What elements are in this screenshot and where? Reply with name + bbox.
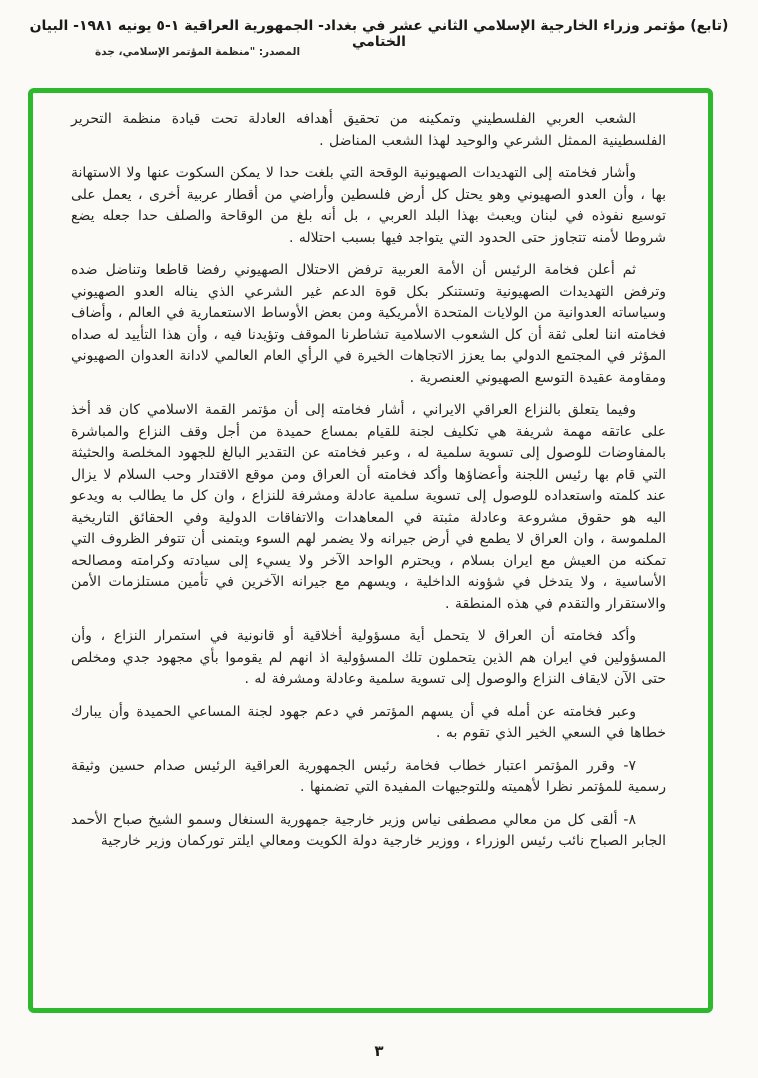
paragraph: وأكد فخامته أن العراق لا يتحمل أية مسؤولية أخلاقية أو قانونية في استمرار النزاع ، وأن المسؤولين في ايران هم الذين يتحملون تلك المسؤولية اذ انهم لم يقوموا بأي مجهود جدي ومخلص حتى الآن لايقاف النزاع والوصول إلى تسوية سلمية وعادلة ومشرفة له .: [71, 628, 666, 687]
paragraph: وفيما يتعلق بالنزاع العراقي الايراني ، أشار فخامته إلى أن مؤتمر القمة الاسلامي كان قد أخذ على عاتقه مهمة شريفة هي تكليف لجنة للقيام بمساع حميدة من أجل وقف النزاع والمباشرة بالمفاوضات للوصول إلى تسوية سلمية له ، وعبر فخامته عن التقدير البالغ للجهود المخلصة والحثيثة التي قام بها رئيس اللجنة وأعضاؤها وأكد فخامته أن العراق ومن موقع الاقتدار وحب السلام لا يزال عند كلمته واستعداده للوصول إلى تسوية سلمية عادلة ومشرفة للنزاع ، وان كل ما يطالب به ويدعو اليه هو حقوق مشروعة وعادلة مثبتة في المعاهدات والاتفاقات الدولية وفي الحقائق التاريخية الملموسة ، وان العراق لا يطمع في أرض جيرانه ولا يضمر لهم السوء ويتمنى أن تتوفر الظروف التي تمكنه من العيش مع ايران بسلام ، ويحترم الواحد الآخر ولا يسيء إلى سيادته وكرامته ومصالحه الأساسية ، ولا يتدخل في شؤونه الداخلية ، ويسهم مع جيرانه الآخرين في تأمين مستلزمات الأمن والاستقرار والتقدم في هذه المنطقة .: [71, 402, 666, 612]
document-header-title: (تابع) مؤتمر وزراء الخارجية الإسلامي الثاني عشر في بغداد- الجمهورية العراقية ١-٥ يونيه ١٩٨١- البيان الختامي: [29, 18, 729, 50]
page-number: ٣: [374, 1042, 384, 1060]
paragraph: ٨- ألقى كل من معالي مصطفى نياس وزير خارجية جمهورية السنغال وسمو الشيخ صباح الأحمد الجابر الصباح نائب رئيس الوزراء ، ووزير خارجية دولة الكويت ومعالي ايلتر توركمان وزير خارجية: [71, 811, 666, 849]
paragraph: وعبر فخامته عن أمله في أن يسهم المؤتمر في دعم جهود لجنة المساعي الحميدة وأن يبارك خطاها في السعي الخير الذي تقوم به .: [71, 703, 666, 741]
content-frame: [28, 88, 713, 1013]
paragraph: الشعب العربي الفلسطيني وتمكينه من تحقيق أهدافه العادلة تحت قيادة منظمة التحرير الفلسطينية الممثل الشرعي والوحيد لهذا الشعب المناضل .: [71, 111, 666, 149]
paragraph: ٧- وقرر المؤتمر اعتبار خطاب فخامة رئيس الجمهورية العراقية الرئيس صدام حسين وثيقة رسمية للمؤتمر نظرا لأهميته وللتوجيهات المفيدة التي تضمنها .: [71, 757, 666, 795]
document-header-source: المصدر: "منظمة المؤتمر الإسلامي، جدة: [95, 46, 301, 58]
paragraph: ثم أعلن فخامة الرئيس أن الأمة العربية ترفض الاحتلال الصهيوني رفضا قاطعا وتناضل ضده وترفض التهديدات الصهيونية وتستنكر بكل قوة الدعم غير الشرعي الذي يناله العدو الصهيوني وسياساته العدوانية من الولايات المتحدة الأمريكية ومن بعض الأوساط الاستعمارية في العالم ، وأضاف فخامته اننا لعلى ثقة أن كل الشعوب الاسلامية تشاطرنا الموقف وتؤيدنا فيه ، وأن هذا التأييد له صداه المؤثر في المجتمع الدولي بما يعزز الاتجاهات الخيرة في الرأي العام العالمي لادانة العدوان الصهيوني ومقاومة عقيدة التوسع الصهيوني العنصرية .: [71, 262, 666, 386]
paragraph: وأشار فخامته إلى التهديدات الصهيونية الوقحة التي بلغت حدا لا يمكن السكوت عنها ولا الاستهانة بها ، وأن العدو الصهيوني وهو يحتل كل أرض فلسطين وأراضي من أقطار عربية أخرى ، يعمل على توسيع نفوذه في لبنان ويعبث بهذا البلد العربي ، بل أنه بلغ من الوقاحة والصلف حدا جعله يضع شروطا لأمنه تتجاوز حتى الحدود التي يتواجد فيها بسبب احتلاله .: [71, 165, 666, 246]
